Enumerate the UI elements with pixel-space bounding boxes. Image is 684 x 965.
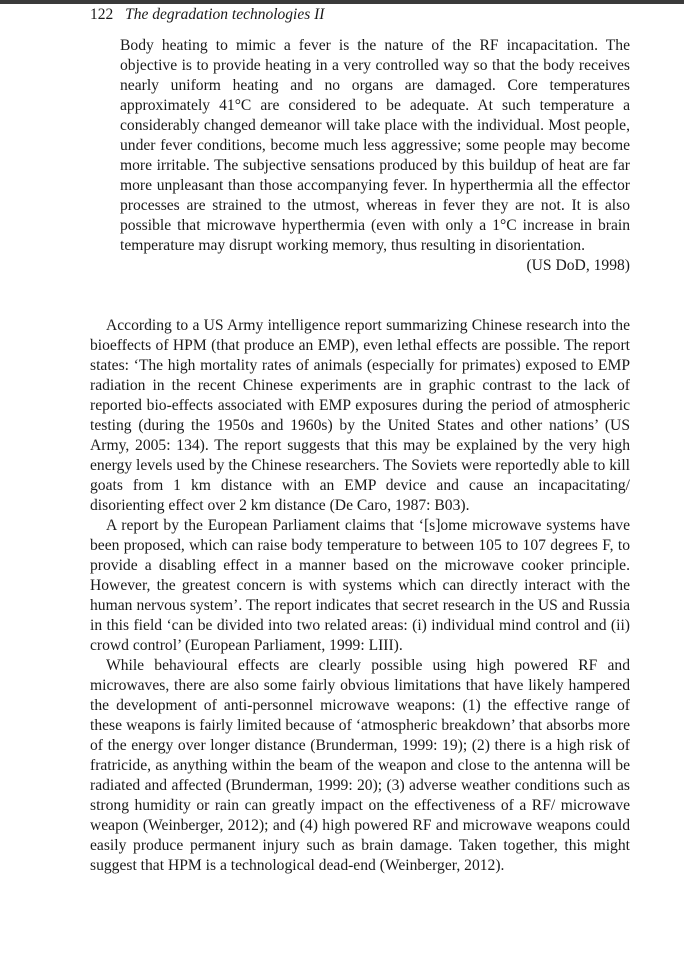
page-number: 122 [90, 6, 114, 23]
body-text [90, 316, 630, 876]
top-rule [0, 0, 684, 4]
block-quote-text: Body heating to mimic a fever is the nature of the RF incapacitation. The objective is to provide heating in a very controlled way so that the body receives nearly uniform heating and no organs are damaged. Core temperatures approximately 41°C are considered to be adequate. At such temperature a considerably changed demeanor will take place with the individual. Most people, under fever conditions, become much less aggressive; some people may become more irritable. The subjective sensations produced by this buildup of heat are far more unpleasant than those accompanying fever. In hyperthermia all the effector processes are strained to the utmost, whereas in fever they are not. It is also possible that microwave hyperthermia (even with only a 1°C increase in brain temperature may disrupt working memory, thus resulting in disorientation. [120, 37, 630, 254]
running-head [90, 5, 324, 25]
running-title: The degradation technologies II [125, 6, 325, 23]
block-quote [120, 36, 630, 276]
paragraph-us-army-report: According to a US Army intelligence report summarizing Chinese research into the bioeffects of HPM (that produce an EMP), even lethal effects are possible. The report states: ‘The high mortality rates of animals (especially for primates) exposed to EMP radiation in the recent Chinese experiments are in graphic contrast to the lack of reported bio-effects associated with EMP exposures during the period of atmospheric testing (during the 1950s and 1960s) by the United States and other nations’ (US Army, 2005: 134). The report suggests that this may be explained by the very high energy levels used by the Chinese researchers. The Soviets were reportedly able to kill goats from 1 km distance with an EMP device and cause an incapacitating/ disorienting effect over 2 km distance (De Caro, 1987: B03). [90, 317, 630, 514]
block-quote-source: (US DoD, 1998) [526, 257, 630, 274]
paragraph-european-parliament: A report by the European Parliament claims that ‘[s]ome microwave systems have been proposed, which can raise body temperature to between 105 to 107 degrees F, to provide a disabling effect in a manner based on the microwave cooker principle. However, the greatest concern is with systems which can directly interact with the human nervous system’. The report indicates that secret research in the US and Russia in this field ‘can be divided into two related areas: (i) individual mind control and (ii) crowd control’ (European Parliament, 1999: LIII). [90, 517, 630, 654]
paragraph-limitations: While behavioural effects are clearly possible using high powered RF and microwaves, there are also some fairly obvious limitations that have likely hampered the development of anti-personnel microwave weapons: (1) the effective range of these weapons is fairly limited because of ‘atmospheric breakdown’ that absorbs more of the energy over longer distance (Brunderman, 1999: 19); (2) there is a high risk of fratricide, as anything within the beam of the weapon and close to the antenna will be radiated and affected (Brunderman, 1999: 20); (3) adverse weather conditions such as strong humidity or rain can greatly impact on the effectiveness of a RF/ microwave weapon (Weinberger, 2012); and (4) high powered RF and microwave weapons could easily produce permanent injury such as brain damage. Taken together, this might suggest that HPM is a technological dead-end (Weinberger, 2012). [90, 657, 630, 874]
